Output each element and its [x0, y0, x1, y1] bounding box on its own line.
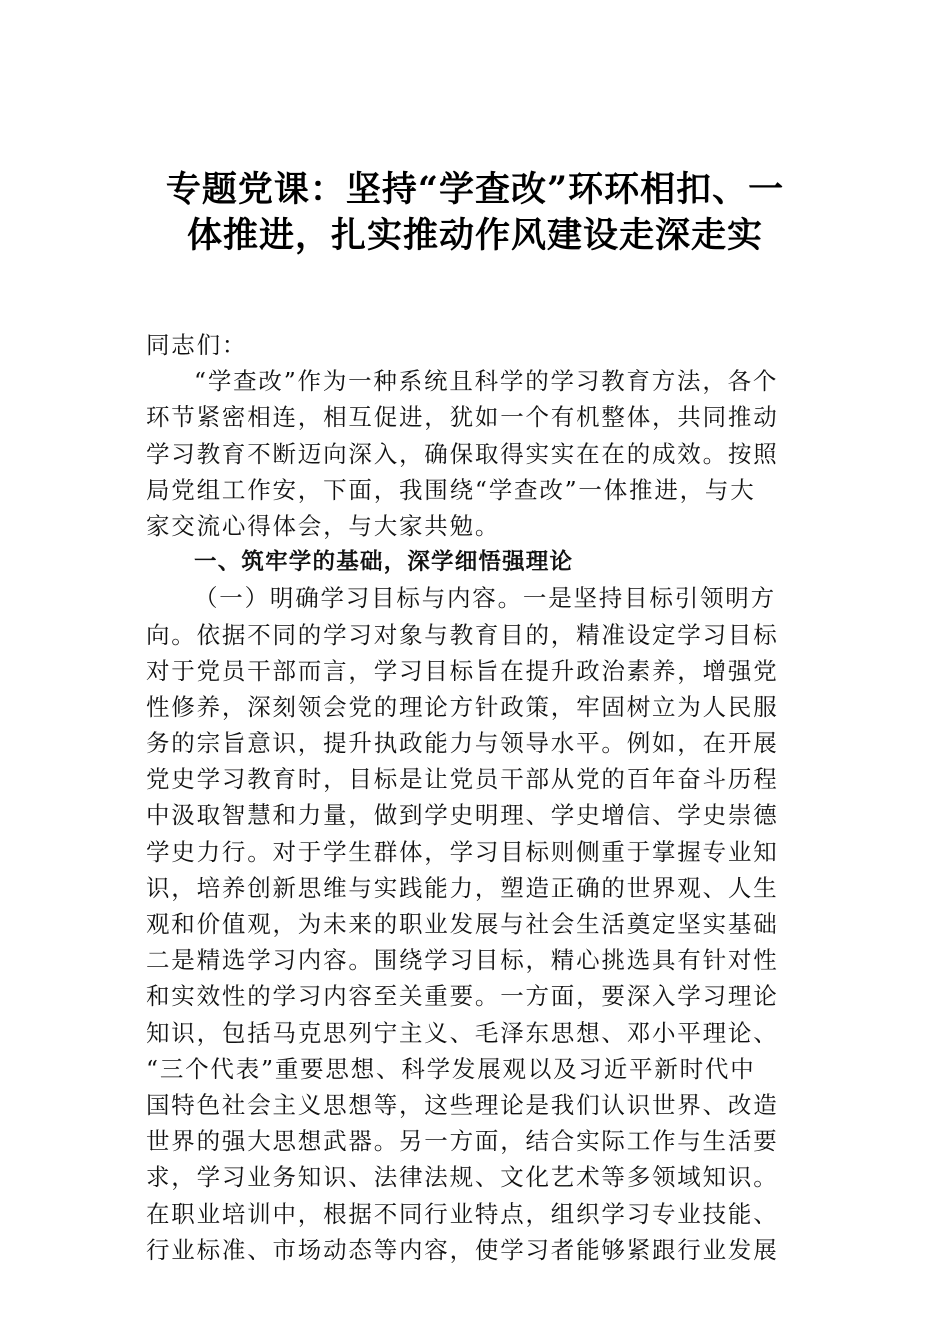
paragraph-2-line-17: 求，学习业务知识、法律法规、文化艺术等多领域知识。	[146, 1163, 779, 1192]
paragraph-1-line-3: 学习教育不断迈向深入，确保取得实实在在的成效。按照	[146, 439, 779, 468]
document-body	[146, 327, 810, 1268]
paragraph-2-line-9: 识，培养创新思维与实践能力，塑造正确的世界观、人生	[146, 873, 779, 902]
paragraph-2-line-13: 知识，包括马克思列宁主义、毛泽东思想、邓小平理论、	[146, 1018, 779, 1047]
paragraph-2-line-12: 和实效性的学习内容至关重要。一方面，要深入学习理论	[146, 982, 779, 1011]
document-title-line-2: 体推进，扎实推动作风建设走深走实	[186, 215, 763, 256]
section-heading-1: 一、筑牢学的基础，深学细悟强理论	[194, 549, 574, 576]
paragraph-2-line-4: 性修养，深刻领会党的理论方针政策，牢固树立为人民服	[146, 692, 779, 721]
paragraph-2-line-18: 在职业培训中，根据不同行业特点，组织学习专业技能、	[146, 1199, 779, 1228]
paragraph-2-line-2: 向。依据不同的学习对象与教育目的，精准设定学习目标	[146, 620, 779, 649]
paragraph-2-line-8: 学史力行。对于学生群体，学习目标则侧重于掌握专业知	[146, 837, 779, 866]
paragraph-2-line-11: 二是精选学习内容。围绕学习目标，精心挑选具有针对性	[146, 946, 779, 975]
paragraph-2-line-10: 观和价值观，为未来的职业发展与社会生活奠定坚实基础	[146, 910, 779, 938]
paragraph-2-line-6: 党史学习教育时，目标是让党员干部从党的百年奋斗历程	[146, 765, 779, 794]
document-title-line-1: 专题党课：坚持“学查改”环环相扣、一	[165, 169, 785, 210]
paragraph-2-line-7: 中汲取智慧和力量，做到学史明理、学史增信、学史崇德	[146, 801, 779, 830]
paragraph-2-line-19: 行业标准、市场动态等内容，使学习者能够紧跟行业发展	[146, 1235, 779, 1264]
paragraph-2-line-5: 务的宗旨意识，提升执政能力与领导水平。例如，在开展	[146, 729, 779, 758]
paragraph-1-line-1: “学查改”作为一种系统且科学的学习教育方法，各个	[194, 367, 779, 396]
salutation: 同志们：	[146, 331, 248, 359]
paragraph-2-line-16: 世界的强大思想武器。另一方面，结合实际工作与生活要	[146, 1127, 779, 1156]
paragraph-2-line-3: 对于党员干部而言，学习目标旨在提升政治素养，增强党	[146, 656, 779, 685]
paragraph-2-line-14: “三个代表”重要思想、科学发展观以及习近平新时代中	[146, 1054, 756, 1083]
paragraph-2-line-15: 国特色社会主义思想等，这些理论是我们认识世界、改造	[146, 1090, 779, 1119]
paragraph-2-line-1: （一）明确学习目标与内容。一是坚持目标引领明方	[194, 584, 776, 613]
paragraph-1-line-5: 家交流心得体会，与大家共勉。	[146, 511, 501, 540]
paragraph-1-line-4: 局党组工作安，下面，我围绕“学查改”一体推进，与大	[146, 475, 756, 504]
paragraph-1-line-2: 环节紧密相连，相互促进，犹如一个有机整体，共同推动	[146, 403, 779, 432]
